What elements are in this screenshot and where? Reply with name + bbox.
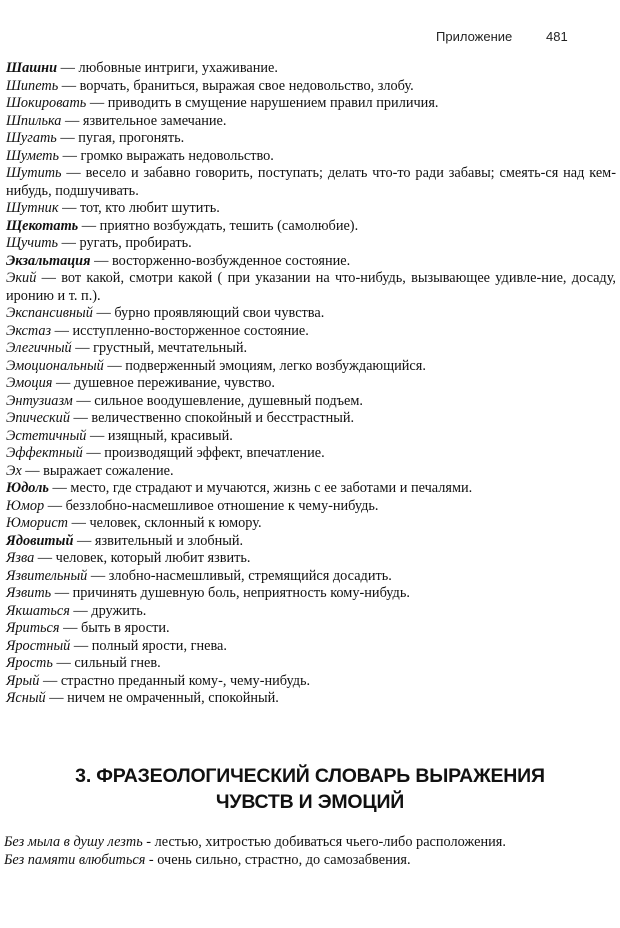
entry-term: Язвить [6,585,52,601]
dictionary-entry [6,200,616,218]
entry-definition: — пугая, прогонять. [56,130,185,146]
entry-term: Шокировать [6,95,87,111]
entry-definition: — язвительный и злобный. [73,532,244,549]
entry-definition: — тот, кто любит шутить. [58,200,220,216]
dictionary-entry [6,638,616,656]
entry-definition: — исступленно-восторженное состояние. [51,322,309,339]
entry-term: Эх [6,462,22,479]
entry-definition: — выражает сожаление. [21,462,174,479]
entry-term: Эффектный [6,445,83,461]
entry-term: Юдоль [6,480,49,496]
entry-term: Язвительный [6,567,88,584]
entry-term: Яростный [6,637,71,654]
entry-term: Ярость [6,655,53,671]
dictionary-entry [6,270,616,305]
entry-term: Энтузиазм [6,392,73,409]
dictionary-entry [6,568,616,586]
entry-term: Эпический [6,410,70,426]
entry-definition: — злобно-насмешливый, стремящийся досадить. [87,567,392,584]
entry-definition: — быть в ярости. [59,620,170,636]
entry-definition: — подверженный эмоциям, легко возбуждающийся. [103,357,426,374]
entry-definition: — человек, склонный к юмору. [68,515,262,531]
dictionary-entry [6,585,616,603]
dictionary-entry [6,235,616,253]
dictionary-entry [6,498,616,516]
entry-term: Шпилька [6,112,62,129]
dictionary-entry [6,428,616,446]
section-heading-line: ЧУВСТВ И ЭМОЦИЙ [215,791,405,813]
entry-term: Эмоция [6,375,53,391]
entry-definition: — производящий эффект, впечатление. [82,445,325,461]
entry-definition: — громко выражать недовольство. [59,147,274,164]
dictionary-entry [6,113,616,131]
dictionary-entries [6,60,616,708]
dictionary-entry [6,603,616,621]
dictionary-entry [6,60,616,78]
dictionary-entry [6,340,616,358]
entry-term: Эмоциональный [6,357,104,374]
entry-definition: — бурно проявляющий свои чувства. [92,305,325,321]
dictionary-entry [6,148,616,166]
dictionary-entry [6,550,616,568]
dictionary-entry [6,463,616,481]
dictionary-entry [6,393,616,411]
dictionary-entry [6,673,616,691]
entry-definition: — грустный, мечтательный. [71,340,248,356]
entry-definition: — причинять душевную боль, неприятность кому-нибудь. [51,585,410,601]
entry-definition: — величественно спокойный и бесстрастный. [69,410,355,426]
entry-definition: — место, где страдают и мучаются, жизнь с ее заботами и печалями. [48,480,473,496]
entry-definition: — восторженно-возбужденное состояние. [90,252,351,269]
phraseology-entries [4,834,616,869]
entry-definition: — изящный, красивый. [86,427,233,444]
entry-term: Шутить [6,165,62,181]
dictionary-entry [6,358,616,376]
dictionary-entry [6,410,616,428]
running-header [0,29,620,49]
dictionary-entry [6,253,616,271]
dictionary-entry [6,620,616,638]
entry-definition: — язвительное замечание. [61,112,227,129]
entry-term: Юморист [6,515,68,531]
entry-definition: — сильное воодушевление, душевный подъем. [72,392,363,409]
running-header-section: Приложение [436,29,513,44]
dictionary-entry [6,655,616,673]
page-number: 481 [546,29,568,44]
dictionary-entry [6,78,616,96]
entry-term: Щекотать [6,217,79,234]
entry-definition: — приятно возбуждать, тешить (самолюбие). [78,217,359,234]
entry-definition: — душевное переживание, чувство. [52,375,275,391]
entry-term: Шуметь [6,147,60,164]
phrase-entry [4,834,616,852]
entry-definition: — ворчать, браниться, выражая свое недовольство, злобу. [58,77,414,94]
entry-definition: — ничем не омраченный, спокойный. [45,690,279,706]
entry-definition: — дружить. [69,602,147,619]
dictionary-entry [6,95,616,113]
entry-definition: — страстно преданный кому-, чему-нибудь. [39,672,311,689]
phrase-term: Без памяти влюбиться [4,851,146,868]
entry-definition: — любовные интриги, ухаживание. [57,60,278,76]
dictionary-entry [6,305,616,323]
phrase-entry [4,852,616,870]
entry-term: Якшаться [6,602,70,619]
entry-term: Экий [6,270,37,286]
entry-term: Шутник [6,200,59,216]
entry-term: Шугать [6,130,57,146]
entry-definition: — вот какой, смотри какой ( при указании на что-нибудь, вызывающее удивле-ние, досаду, иронию и т. п.). [6,270,616,304]
entry-definition: — полный ярости, гнева. [70,637,227,654]
dictionary-entry [6,690,616,708]
phrase-definition: - очень сильно, страстно, до самозабвения. [145,851,411,868]
dictionary-entry [6,130,616,148]
section-heading-line: 3. ФРАЗЕОЛОГИЧЕСКИЙ СЛОВАРЬ ВЫРАЖЕНИЯ [75,765,545,787]
entry-term: Экстаз [6,322,52,339]
entry-term: Ярый [6,672,40,689]
entry-definition: — ругать, пробирать. [58,235,192,251]
entry-term: Юмор [6,497,45,514]
dictionary-entry [6,218,616,236]
entry-definition: — приводить в смущение нарушением правил приличия. [86,95,439,111]
entry-definition: — весело и забавно говорить, поступать; делать что-то ради забавы; смеять-ся над кем-нибудь, подшучивать. [6,165,616,199]
entry-term: Эстетичный [6,427,87,444]
dictionary-entry [6,323,616,341]
dictionary-entry [6,533,616,551]
dictionary-entry [6,375,616,393]
entry-term: Щучить [6,235,59,251]
entry-definition: — беззлобно-насмешливое отношение к чему-нибудь. [44,497,379,514]
entry-definition: — человек, который любит язвить. [34,550,251,566]
entry-term: Яриться [6,620,60,636]
dictionary-entry [6,480,616,498]
entry-term: Ядовитый [6,532,74,549]
entry-definition: — сильный гнев. [52,655,161,671]
entry-term: Шипеть [6,77,59,94]
dictionary-entry [6,165,616,200]
phrase-term: Без мыла в душу лезть [4,834,143,850]
entry-term: Ясный [6,690,46,706]
entry-term: Шашни [6,60,58,76]
section-heading [0,763,620,815]
entry-term: Экзальтация [6,252,91,269]
entry-term: Элегичный [6,340,72,356]
dictionary-entry [6,445,616,463]
entry-term: Экспансивный [6,305,93,321]
dictionary-entry [6,515,616,533]
phrase-definition: - лестью, хитростью добиваться чьего-либо расположения. [142,834,506,850]
entry-term: Язва [6,550,35,566]
